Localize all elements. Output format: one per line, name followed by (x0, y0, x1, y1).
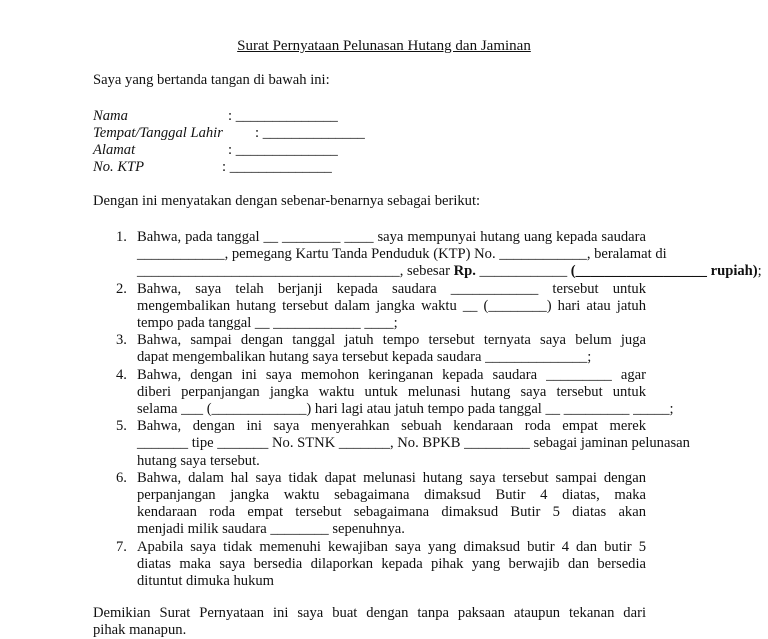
item-line (137, 556, 646, 573)
closing-line: pihak manapun. (93, 622, 187, 638)
item-line (137, 401, 674, 418)
item-line (137, 315, 646, 332)
item-line (137, 332, 646, 349)
item-number: 6. (116, 469, 127, 486)
text-segment: Bahwa, dengan ini saya memohon keringanan kepada saudara _________ agar (137, 366, 646, 383)
text-segment: Bahwa, dalam hal saya tidak dapat melunasi hutang saya tersebut sampai dengan (137, 469, 646, 486)
item-line (137, 298, 646, 315)
text-segment: _______ tipe _______ No. STNK _______, No. BPKB _________ sebagai jaminan pelunasan (137, 435, 690, 452)
field-value: : ______________ (228, 142, 338, 158)
item-line (137, 435, 690, 452)
text-segment: Bahwa, sampai dengan tanggal jatuh tempo tersebut ternyata saya belum juga (137, 332, 646, 349)
field-value: : ______________ (222, 159, 332, 175)
item-line (137, 349, 646, 366)
item-line (137, 573, 646, 590)
statement-text: Dengan ini menyatakan dengan sebenar-benarnya sebagai berikut: (93, 193, 481, 209)
item-line (137, 384, 646, 401)
text-segment: perpanjangan jangka waktu sebagaimana dimaksud Butir 4 diatas, maka (137, 487, 646, 503)
item-number: 2. (116, 280, 127, 297)
field-label: No. KTP (93, 159, 145, 175)
item-line (137, 263, 762, 280)
text-segment: dituntut dimuka hukum (137, 573, 275, 589)
closing-line: Demikian Surat Pernyataan ini saya buat dengan tanpa paksaan ataupun tekanan dari (93, 605, 646, 621)
field-label: Tempat/Tanggal Lahir (93, 125, 223, 141)
item-number: 5. (116, 418, 127, 435)
item-line (137, 281, 646, 298)
text-segment: ; (757, 263, 762, 280)
item-line (137, 470, 646, 487)
intro-text: Saya yang bertanda tangan di bawah ini: (93, 72, 330, 88)
field-value: : ______________ (255, 125, 365, 141)
text-segment: (__________________ rupiah) (570, 263, 758, 280)
document-title: Surat Pernyataan Pelunasan Hutang dan Jaminan (237, 38, 531, 54)
text-segment: dapat mengembalikan hutang saya tersebut kepada saudara ______________; (137, 349, 592, 366)
item-number: 3. (116, 332, 127, 349)
item-line (137, 367, 646, 384)
field-label: Alamat (93, 142, 136, 158)
text-segment: menjadi milik saudara ________ sepenuhnya. (137, 521, 405, 538)
text-segment: Bahwa, pada tanggal __ ________ ____ saya mempunyai hutang uang kepada saudara (137, 229, 646, 245)
item-line (137, 453, 646, 470)
text-segment: ____________________________________, sebesar (137, 263, 454, 280)
text-segment: Bahwa, saya telah berjanji kepada saudara ____________ tersebut untuk (137, 280, 646, 297)
text-segment: selama ___ (_____________) hari lagi atau jatuh tempo pada tanggal __ _________ _____; (137, 401, 674, 417)
text-segment: Bahwa, dengan ini saya menyerahkan sebuah kendaraan roda empat merek (137, 418, 646, 435)
item-line (137, 504, 646, 521)
item-line (137, 229, 646, 246)
text-segment: diatas maka saya bersedia dilaporkan kepada pihak yang berwajib dan bersedia (137, 555, 646, 572)
field-value: : ______________ (228, 108, 338, 124)
field-label: Nama (93, 108, 128, 124)
text-segment: ____________, pemegang Kartu Tanda Penduduk (KTP) No. ____________, beralamat di (137, 246, 667, 263)
text-segment: kendaraan roda empat tersebut sebagaimana dimaksud Butir 5 diatas akan (137, 504, 646, 521)
item-line (137, 521, 646, 538)
text-segment: Rp. (453, 263, 476, 280)
text-segment: diberi perpanjangan jangka waktu untuk melunasi hutang saya tersebut untuk (137, 383, 646, 400)
item-number: 7. (116, 538, 127, 555)
item-line (137, 246, 667, 263)
text-segment: hutang saya tersebut. (137, 452, 260, 469)
item-line (137, 487, 646, 504)
item-line (137, 539, 646, 556)
item-number: 4. (116, 366, 127, 383)
item-number: 1. (116, 229, 127, 245)
text-segment: ____________ (475, 263, 571, 280)
text-segment: Apabila saya tidak memenuhi kewajiban saya yang dimaksud butir 4 dan butir 5 (137, 538, 646, 555)
item-line (137, 418, 646, 435)
text-segment: mengembalikan hutang tersebut dalam jangka waktu __ (________) hari atau jatuh (137, 297, 646, 314)
text-segment: tempo pada tanggal __ ____________ ____; (137, 315, 398, 331)
